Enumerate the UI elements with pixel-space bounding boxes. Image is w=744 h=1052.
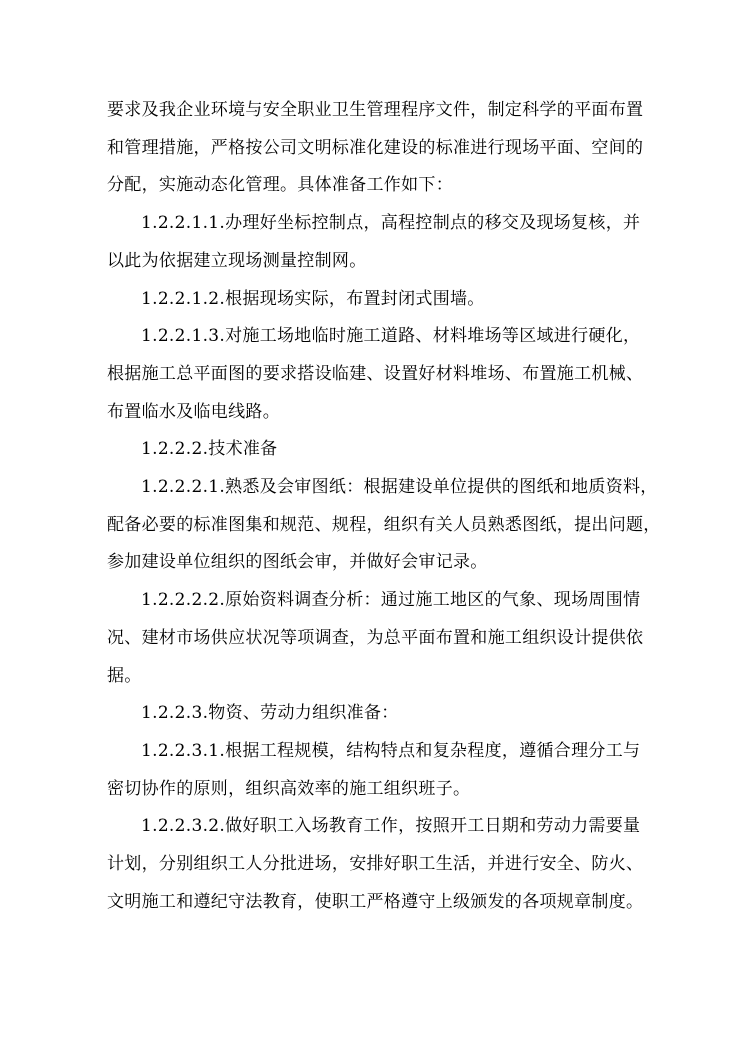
text-line: 文明施工和遵纪守法教育，使职工严格遵守上级颁发的各项规章制度。 xyxy=(107,891,644,912)
text-line: 1.2.2.3.2.做好职工入场教育工作，按照开工日期和劳动力需要量 xyxy=(141,816,641,837)
text-line: 据。 xyxy=(107,665,142,686)
text-line: 密切协作的原则，组织高效率的施工组织班子。 xyxy=(107,778,471,799)
text-line: 根据施工总平面图的要求搭设临建、设置好材料堆场、布置施工机械、 xyxy=(107,363,644,384)
paragraph xyxy=(107,205,667,280)
text-line: 1.2.2.3.1.根据工程规模，结构特点和复杂程度，遵循合理分工与 xyxy=(141,740,641,761)
text-line: 1.2.2.2.2.原始资料调查分析：通过施工地区的气象、现场周围情 xyxy=(141,590,641,611)
paragraph xyxy=(107,431,667,469)
text-line: 分配，实施动态化管理。具体准备工作如下： xyxy=(107,175,453,196)
text-line: 布置临水及临电线路。 xyxy=(107,401,280,422)
text-line: 1.2.2.1.3.对施工场地临时施工道路、材料堆场等区域进行硬化， xyxy=(141,326,641,347)
text-line: 和管理措施，严格按公司文明标准化建设的标准进行现场平面、空间的 xyxy=(107,137,644,158)
paragraph xyxy=(107,281,667,319)
paragraph xyxy=(107,469,667,582)
text-line: 1.2.2.1.2.根据现场实际，布置封闭式围墙。 xyxy=(141,288,485,309)
text-line: 计划，分别组织工人分批进场，安排好职工生活，并进行安全、防火、 xyxy=(107,854,644,875)
text-line: 以此为依据建立现场测量控制网。 xyxy=(107,250,367,271)
paragraph xyxy=(107,582,667,695)
text-line: 况、建材市场供应状况等项调查，为总平面布置和施工组织设计提供依 xyxy=(107,627,644,648)
text-line: 1.2.2.3.物资、劳动力组织准备： xyxy=(141,703,399,724)
text-line: 配备必要的标准图集和规范、规程，组织有关人员熟悉图纸，提出问题， xyxy=(107,514,661,535)
paragraph xyxy=(107,92,667,205)
paragraph xyxy=(107,733,667,808)
paragraph xyxy=(107,318,667,431)
text-line: 1.2.2.2.1.熟悉及会审图纸：根据建设单位提供的图纸和地质资料， xyxy=(141,477,658,498)
paragraph xyxy=(107,808,667,921)
text-line: 要求及我企业环境与安全职业卫生管理程序文件，制定科学的平面布置 xyxy=(107,100,644,120)
paragraph xyxy=(107,695,667,733)
text-line: 1.2.2.2.技术准备 xyxy=(141,439,278,460)
document-body xyxy=(107,92,667,921)
text-line: 1.2.2.1.1.办理好坐标控制点，高程控制点的移交及现场复核，并 xyxy=(141,213,641,234)
text-line: 参加建设单位组织的图纸会审，并做好会审记录。 xyxy=(107,552,488,573)
